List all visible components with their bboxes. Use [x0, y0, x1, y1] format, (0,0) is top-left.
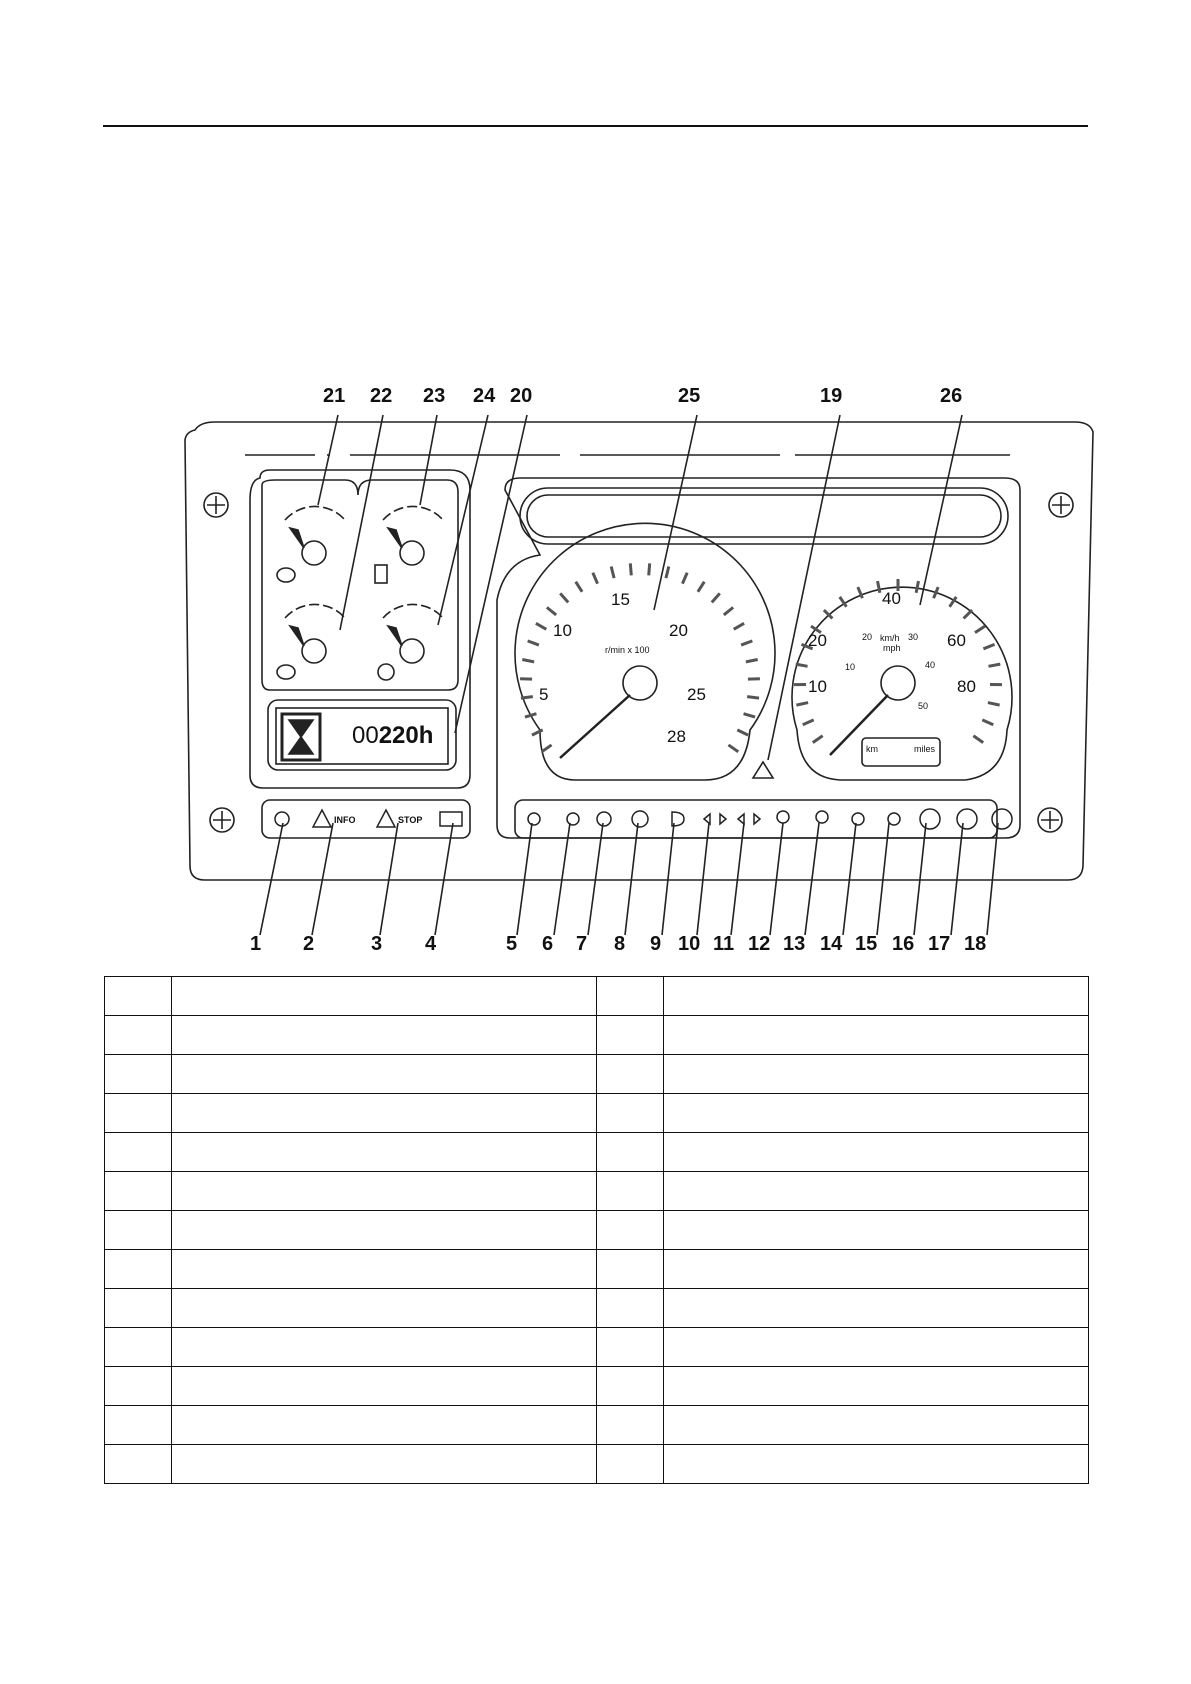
dial-tick — [982, 720, 993, 725]
callout-17: 17 — [928, 933, 951, 955]
dial-tick — [988, 703, 1000, 706]
general-fault-icon — [632, 811, 648, 827]
legend-row — [105, 1133, 1089, 1172]
turn-signals-icon — [704, 814, 726, 824]
legend-number-cell — [105, 1445, 172, 1484]
legend-row — [105, 1367, 1089, 1406]
speed-mph-label: 40 — [925, 660, 936, 670]
callout-2: 2 — [303, 933, 315, 955]
callout-8: 8 — [614, 933, 626, 955]
transmission-temp-icon — [378, 664, 394, 680]
transmission-fault-icon — [597, 812, 611, 826]
dial-tick — [666, 567, 669, 579]
callout-22: 22 — [370, 385, 393, 407]
legend-number-cell — [597, 1016, 664, 1055]
legend-number-cell — [105, 1016, 172, 1055]
tach-label: 5 — [539, 685, 549, 704]
legend-number-cell — [105, 977, 172, 1016]
callout-12: 12 — [748, 933, 771, 955]
legend-row — [105, 1406, 1089, 1445]
dial-tick — [934, 587, 939, 598]
odometer-miles-label: miles — [914, 744, 936, 754]
dial-tick — [744, 714, 756, 717]
callout-26: 26 — [940, 385, 963, 407]
info-label: INFO — [334, 815, 356, 825]
legend-number-cell — [105, 1133, 172, 1172]
dial-tick — [975, 626, 985, 633]
tach-label: 20 — [669, 621, 688, 640]
speed-mph-label: 20 — [862, 632, 873, 642]
stop-warning-icon — [377, 810, 395, 827]
callout-20: 20 — [510, 385, 533, 407]
speed-kmh-label: 60 — [947, 631, 966, 650]
speed-kmh-label: 40 — [882, 589, 901, 608]
dial-tick — [593, 573, 598, 584]
callout-14: 14 — [820, 933, 843, 955]
trailer-indicator-icon — [738, 814, 760, 824]
legend-number-cell — [597, 1445, 664, 1484]
legend-row — [105, 977, 1089, 1016]
brake-air-icon — [277, 665, 295, 679]
info-warning-icon — [313, 810, 331, 827]
legend-description-cell — [172, 1211, 597, 1250]
dial-tick — [522, 659, 534, 661]
dial-tick — [878, 581, 880, 593]
callout-9: 9 — [650, 933, 662, 955]
legend-description-cell — [664, 1016, 1089, 1055]
speed-mph-label: 10 — [845, 662, 856, 672]
gauge-21 — [277, 506, 345, 582]
legend-description-cell — [664, 1133, 1089, 1172]
legend-number-cell — [597, 1250, 664, 1289]
legend-description-cell — [664, 1250, 1089, 1289]
hazard-warning-icon — [753, 762, 773, 778]
tach-label: 28 — [667, 727, 686, 746]
callout-24: 24 — [473, 385, 496, 407]
callout-7: 7 — [576, 933, 588, 955]
service-warning-icon — [567, 813, 579, 825]
warning-strip-left — [262, 800, 470, 838]
dial-tick — [576, 582, 582, 592]
dial-tick — [542, 745, 552, 752]
fuel-icon — [375, 565, 387, 583]
speed-kmh-label: 10 — [808, 677, 827, 696]
gauge-23 — [375, 506, 443, 583]
legend-number-cell — [105, 1289, 172, 1328]
stop-label: STOP — [398, 815, 423, 825]
legend-number-cell — [105, 1250, 172, 1289]
dial-tick — [824, 610, 833, 618]
legend-number-cell — [597, 1094, 664, 1133]
legend-number-cell — [105, 1211, 172, 1250]
legend-description-cell — [664, 1406, 1089, 1445]
screw-icon — [204, 493, 228, 517]
front-pto-icon — [816, 811, 828, 823]
legend-number-cell — [597, 1133, 664, 1172]
legend-number-cell — [597, 1289, 664, 1328]
callout-19: 19 — [820, 385, 843, 407]
speed-mph-label: 50 — [918, 701, 929, 711]
tach-label: 25 — [687, 685, 706, 704]
callout-11: 11 — [713, 933, 735, 955]
main-cluster-housing — [497, 478, 1020, 838]
dial-tick — [746, 659, 758, 661]
legend-row — [105, 1055, 1089, 1094]
legend-number-cell — [597, 977, 664, 1016]
dial-tick — [528, 641, 539, 645]
dial-tick — [682, 573, 687, 584]
dial-tick — [734, 623, 744, 629]
legend-description-cell — [664, 1211, 1089, 1250]
legend-number-cell — [105, 1055, 172, 1094]
hour-meter-reading: 00220h — [352, 722, 434, 749]
tach-label: 10 — [553, 621, 572, 640]
legend-table — [104, 976, 1089, 1484]
legend-row — [105, 1016, 1089, 1055]
dial-tick — [547, 607, 556, 615]
callout-21: 21 — [323, 385, 346, 407]
brake-air-icon — [277, 568, 295, 582]
legend-description-cell — [664, 1289, 1089, 1328]
gauge-22 — [277, 604, 345, 679]
brake-fault-icon — [920, 809, 940, 829]
battery-icon — [440, 812, 462, 826]
tachometer-ticks — [520, 563, 760, 751]
dial-tick — [964, 610, 973, 618]
dial-tick — [983, 644, 994, 648]
callout-16: 16 — [892, 933, 915, 955]
legend-row — [105, 1172, 1089, 1211]
legend-description-cell — [172, 1016, 597, 1055]
parking-brake-icon — [957, 809, 977, 829]
instrument-panel-figure — [0, 370, 1191, 970]
callout-6: 6 — [542, 933, 554, 955]
legend-number-cell — [105, 1172, 172, 1211]
callout-3: 3 — [371, 933, 383, 955]
legend-number-cell — [105, 1094, 172, 1133]
callout-18: 18 — [964, 933, 987, 955]
legend-description-cell — [664, 1172, 1089, 1211]
dial-tick — [521, 697, 533, 699]
screw-icon — [1049, 493, 1073, 517]
dial-tick — [813, 736, 823, 743]
legend-row — [105, 1289, 1089, 1328]
dial-tick — [536, 623, 546, 629]
legend-number-cell — [597, 1367, 664, 1406]
odometer-km-label: km — [866, 744, 878, 754]
legend-description-cell — [172, 1172, 597, 1211]
legend-row — [105, 1094, 1089, 1133]
legend-row — [105, 1328, 1089, 1367]
dial-tick — [630, 563, 631, 575]
legend-description-cell — [172, 1445, 597, 1484]
dial-tick — [737, 730, 748, 735]
dial-tick — [724, 607, 733, 615]
callout-15: 15 — [855, 933, 878, 955]
legend-number-cell — [597, 1328, 664, 1367]
dial-tick — [803, 720, 814, 725]
speed-unit-mph: mph — [883, 643, 901, 653]
dial-tick — [973, 736, 983, 743]
legend-description-cell — [664, 1094, 1089, 1133]
dial-tick — [741, 641, 752, 645]
legend-number-cell — [597, 1211, 664, 1250]
callout-10: 10 — [678, 933, 701, 955]
legend-description-cell — [664, 1055, 1089, 1094]
dial-tick — [525, 714, 537, 717]
legend-number-cell — [105, 1406, 172, 1445]
callout-1: 1 — [250, 933, 262, 955]
speed-kmh-label: 80 — [957, 677, 976, 696]
callout-4: 4 — [425, 933, 437, 955]
dial-tick — [796, 703, 808, 706]
callout-13: 13 — [783, 933, 806, 955]
header-rule — [103, 125, 1088, 127]
dial-tick — [560, 593, 568, 602]
oil-temp-icon — [852, 813, 864, 825]
legend-description-cell — [664, 977, 1089, 1016]
dial-tick — [728, 745, 738, 752]
legend-description-cell — [664, 1328, 1089, 1367]
tach-label: 15 — [611, 590, 630, 609]
legend-description-cell — [172, 977, 597, 1016]
service-icon — [528, 813, 540, 825]
callout-23: 23 — [423, 385, 446, 407]
dial-tick — [988, 664, 1000, 666]
legend-description-cell — [172, 1055, 597, 1094]
legend-description-cell — [172, 1367, 597, 1406]
legend-row — [105, 1211, 1089, 1250]
legend-description-cell — [172, 1328, 597, 1367]
legend-row — [105, 1445, 1089, 1484]
legend-description-cell — [664, 1367, 1089, 1406]
legend-number-cell — [597, 1406, 664, 1445]
legend-number-cell — [105, 1367, 172, 1406]
brake-pad-icon — [992, 809, 1012, 829]
legend-description-cell — [664, 1445, 1089, 1484]
callout-25: 25 — [678, 385, 701, 407]
dial-tick — [796, 664, 808, 666]
legend-number-cell — [597, 1055, 664, 1094]
oil-pressure-icon — [888, 813, 900, 825]
tach-unit: r/min x 100 — [605, 645, 650, 655]
legend-row — [105, 1250, 1089, 1289]
pto-icon — [777, 811, 789, 823]
speed-unit-kmh: km/h — [880, 633, 900, 643]
dial-tick — [698, 582, 704, 592]
indicator-icons — [275, 809, 1012, 829]
legend-description-cell — [172, 1289, 597, 1328]
gauge-24 — [378, 604, 443, 680]
legend-number-cell — [105, 1328, 172, 1367]
legend-number-cell — [597, 1172, 664, 1211]
dial-tick — [916, 581, 918, 593]
screw-icon — [1038, 808, 1062, 832]
dial-tick — [747, 697, 759, 699]
legend-description-cell — [172, 1094, 597, 1133]
callout-5: 5 — [506, 933, 518, 955]
speed-mph-label: 30 — [908, 632, 919, 642]
dial-tick — [611, 567, 614, 579]
legend-description-cell — [172, 1406, 597, 1445]
speed-kmh-label: 20 — [808, 631, 827, 650]
dial-tick — [532, 730, 543, 735]
legend-description-cell — [172, 1133, 597, 1172]
dial-tick — [712, 593, 720, 602]
dial-tick — [649, 563, 650, 575]
legend-description-cell — [172, 1250, 597, 1289]
screw-icon — [210, 808, 234, 832]
